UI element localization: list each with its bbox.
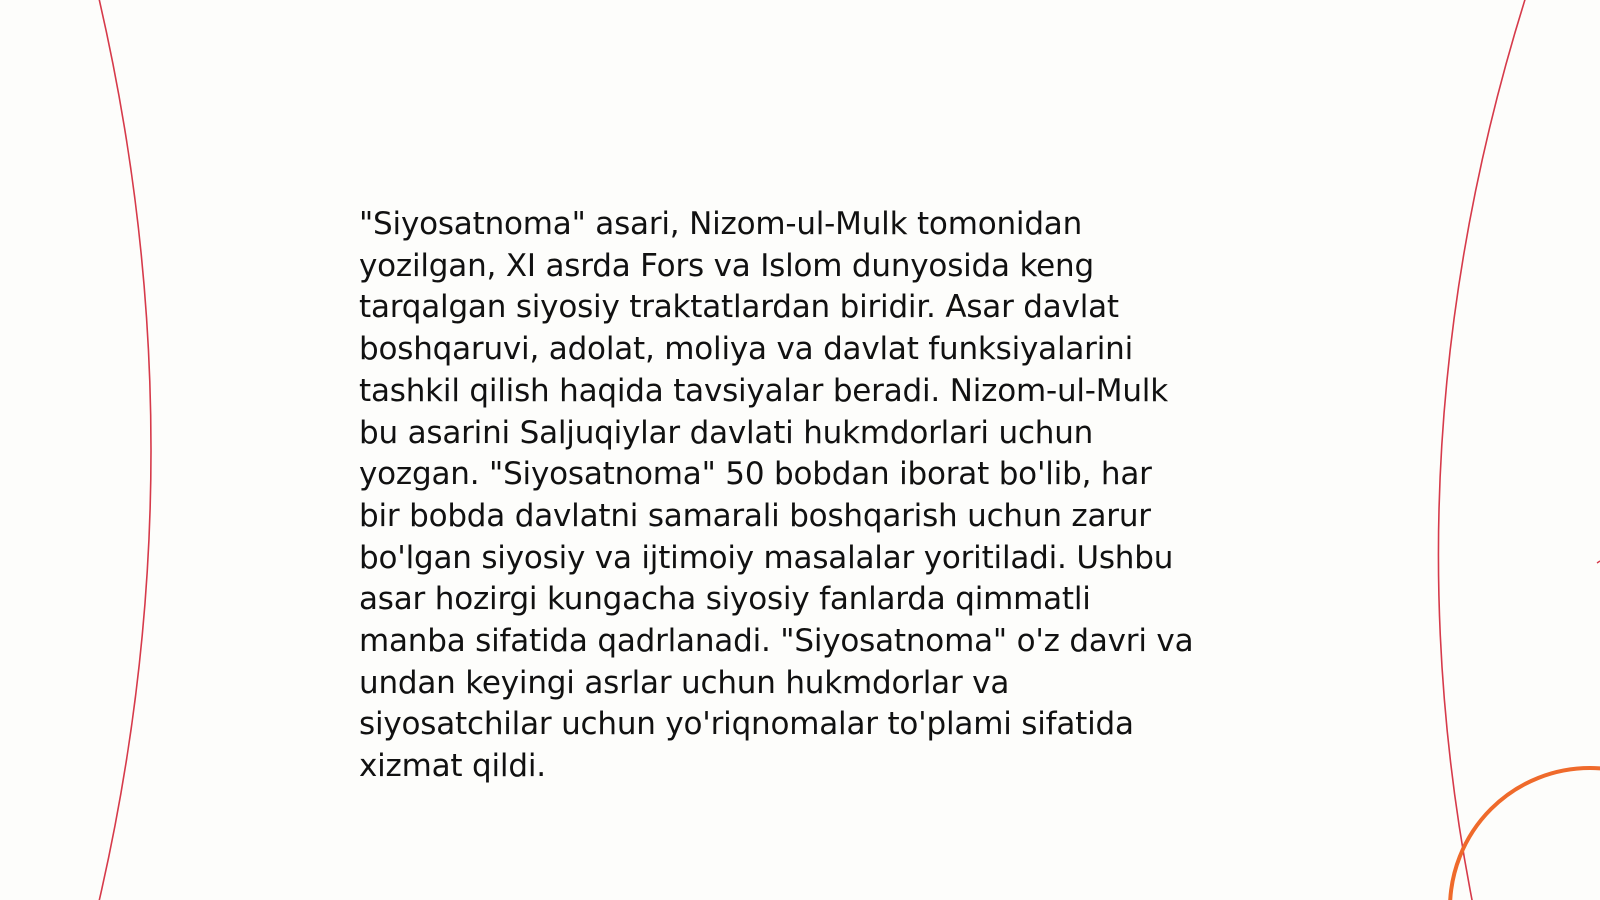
paragraph-line: yozilgan, XI asrda Fors va Islom dunyosida keng [359,247,1094,284]
paragraph-line: manba sifatida qadrlanadi. "Siyosatnoma" o'z davri va [359,623,1194,660]
paragraph-line: xizmat qildi. [359,748,546,785]
orange-circle [1450,768,1600,900]
paragraph-line: bo'lgan siyosiy va ijtimoiy masalalar yoritiladi. Ushbu [359,539,1174,576]
left-arc [97,0,151,900]
paragraph-line: tarqalgan siyosiy traktatlardan biridir. Asar davlat [359,289,1119,326]
paragraph-line: siyosatchilar uchun yo'riqnomalar to'plami sifatida [359,706,1134,743]
paragraph-line: tashkil qilish haqida tavsiyalar beradi. Nizom-ul-Mulk [359,372,1168,409]
paragraph-line: bu asarini Saljuqiylar davlati hukmdorlari uchun [359,414,1094,451]
right-arc [1438,0,1528,900]
paragraph-line: boshqaruvi, adolat, moliya va davlat funksiyalarini [359,331,1134,368]
paragraph-line: asar hozirgi kungacha siyosiy fanlarda qimmatli [359,581,1091,618]
body-paragraph [359,204,1239,788]
paragraph-line: "Siyosatnoma" asari, Nizom-ul-Mulk tomonidan [359,206,1083,242]
paragraph-line: bir bobda davlatni samarali boshqarish uchun zarur [359,497,1151,534]
paragraph-line: yozgan. "Siyosatnoma" 50 bobdan iborat bo'lib, har [359,456,1152,493]
paragraph-line: undan keyingi asrlar uchun hukmdorlar va [359,664,1010,701]
